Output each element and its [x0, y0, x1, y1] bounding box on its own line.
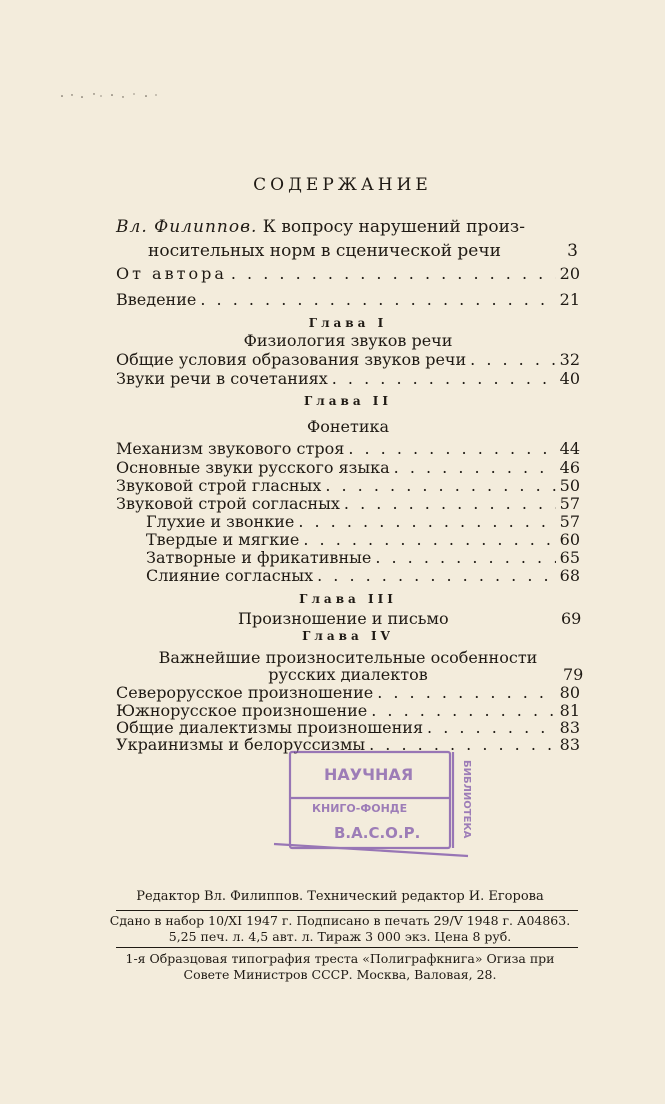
- leader-dots: [377, 683, 555, 702]
- toc-subentry: [146, 566, 580, 585]
- toc-subentry: [146, 512, 580, 531]
- stamp-line1: НАУЧНАЯ: [324, 765, 414, 784]
- toc-entry-page: 60: [559, 530, 580, 549]
- toc-entry: [116, 350, 580, 369]
- imprint-line1: Сдано в набор 10/XI 1947 г. Подписано в печать 29/V 1948 г. А04863.: [109, 913, 571, 928]
- chapter4-page: 79: [563, 665, 584, 684]
- toc-entry-label: Общие условия образования звуков речи: [116, 350, 467, 369]
- toc-entry-label: Звуковой строй гласных: [116, 476, 322, 495]
- toc-subentry: [146, 548, 580, 567]
- toc-entry-page: 21: [559, 290, 580, 309]
- chapter4-title-line1: Важнейшие произносительные особенности: [158, 648, 538, 667]
- intro-page: 3: [567, 241, 578, 261]
- chapter3-page: 69: [561, 609, 582, 628]
- imprint-rule: [116, 947, 578, 948]
- toc-entry-page: 40: [559, 369, 580, 388]
- stamp-line3: В.А.С.О.Р.: [334, 824, 421, 842]
- toc-entry: [116, 369, 580, 388]
- toc-entry-label: Северорусское произношение: [116, 683, 374, 702]
- chapter1-title: Физиология звуков речи: [243, 331, 453, 350]
- library-stamp: [268, 740, 474, 860]
- toc-entry-page: 83: [559, 735, 580, 754]
- toc-entry-introduction: [116, 290, 580, 309]
- toc-entry: [116, 458, 580, 477]
- toc-entry-label: Механизм звукового строя: [116, 439, 345, 458]
- toc-subentry: [146, 530, 580, 549]
- toc-intro-line2: [148, 241, 578, 261]
- imprint-editors: Редактор Вл. Филиппов. Технический редактор И. Егорова: [136, 889, 544, 904]
- chapter3-title: Произношение и письмо: [238, 609, 449, 628]
- toc-entry-label: Твердые и мягкие: [146, 530, 300, 549]
- leader-dots: [470, 350, 555, 369]
- imprint-line2: 5,25 печ. л. 4,5 авт. л. Тираж 3 000 экз. Цена 8 руб.: [168, 929, 512, 944]
- toc-entry-page: 50: [559, 476, 580, 495]
- leader-dots: [375, 548, 555, 567]
- toc-entry-page: 65: [559, 548, 580, 567]
- toc-entry-page: 20: [559, 264, 580, 283]
- toc-entry-page: 80: [559, 683, 580, 702]
- toc-entry-page: 57: [559, 512, 580, 531]
- toc-entry-page: 68: [559, 566, 580, 585]
- imprint-rule: [116, 910, 578, 911]
- leader-dots: [325, 476, 555, 495]
- print-specks: [60, 88, 180, 102]
- toc-entry-label: Слияние согласных: [146, 566, 314, 585]
- toc-entry: [116, 439, 580, 458]
- toc-entry-label: Украинизмы и белоруссизмы: [116, 735, 366, 754]
- page-title: СОДЕРЖАНИЕ: [253, 175, 432, 195]
- toc-entry-label: Южнорусское произношение: [116, 701, 368, 720]
- toc-entry-label: Звуки речи в сочетаниях: [116, 369, 328, 388]
- stamp-side: БИБЛИОТЕКА: [461, 760, 472, 839]
- toc-entry: [116, 494, 580, 513]
- toc-entry-page: 81: [559, 701, 580, 720]
- toc-entry-page: 83: [559, 718, 580, 737]
- chapter2-title: Фонетика: [306, 417, 390, 436]
- leader-dots: [200, 290, 555, 309]
- toc-entry-page: 46: [559, 458, 580, 477]
- toc-entry: [116, 683, 580, 702]
- leader-dots: [317, 566, 556, 585]
- chapter4-heading: Глава IV: [302, 629, 394, 643]
- intro-title-line1: К вопросу нарушений произ-: [262, 217, 525, 237]
- toc-entry-label: Введение: [116, 290, 197, 309]
- stamp-line2: КНИГО-ФОНДЕ: [312, 802, 408, 815]
- toc-entry: [116, 476, 580, 495]
- toc-entry-label: Глухие и звонкие: [146, 512, 295, 531]
- leader-dots: [231, 264, 556, 283]
- leader-dots: [348, 439, 555, 458]
- toc-entry-page: 44: [559, 439, 580, 458]
- toc-entry-label: От автора: [116, 264, 227, 283]
- imprint-line4: Совете Министров СССР. Москва, Валовая, 28.: [183, 967, 497, 982]
- intro-author: Вл. Филиппов.: [116, 217, 258, 237]
- toc-entry-page: 32: [559, 350, 580, 369]
- leader-dots: [298, 512, 555, 531]
- chapter1-heading: Глава I: [308, 316, 388, 330]
- leader-dots: [332, 369, 556, 388]
- intro-title-line2: носительных норм в сценической речи: [148, 241, 501, 261]
- toc-entry-label: Общие диалектизмы произношения: [116, 718, 424, 737]
- chapter2-heading: Глава II: [303, 394, 393, 408]
- imprint-line3: 1-я Образцовая типография треста «Полиграфкнига» Огиза при: [125, 951, 555, 966]
- toc-entry-from-author: [116, 264, 580, 283]
- toc-entry-page: 57: [559, 494, 580, 513]
- toc-entry-label: Основные звуки русского языка: [116, 458, 390, 477]
- leader-dots: [344, 494, 556, 513]
- leader-dots: [394, 458, 556, 477]
- chapter4-title-line2: русских диалектов: [268, 665, 428, 684]
- chapter3-heading: Глава III: [299, 592, 397, 606]
- toc-entry-label: Звуковой строй согласных: [116, 494, 340, 513]
- leader-dots: [303, 530, 555, 549]
- toc-entry-label: Затворные и фрикативные: [146, 548, 372, 567]
- toc-intro-line1: [116, 217, 525, 237]
